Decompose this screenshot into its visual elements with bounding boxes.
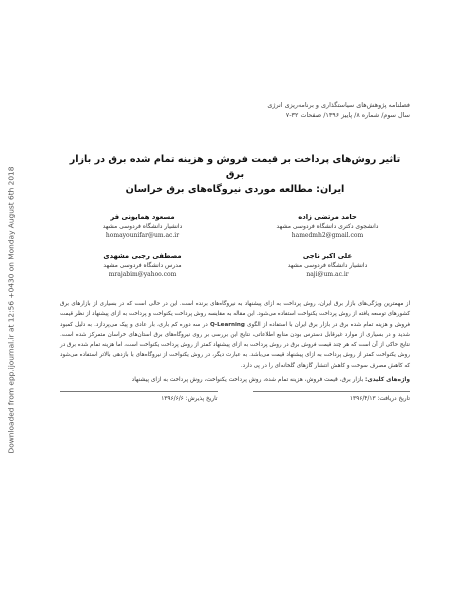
author-email: mrajabim@yahoo.com: [108, 271, 177, 278]
paper-title-line-2: ایران: مطالعه موردی نیروگاه‌های برق خراسان: [125, 184, 345, 195]
journal-header: [60, 100, 410, 120]
accepted-date: تاریخ پذیرش: ۱۳۹۶/۶/۶: [60, 391, 218, 402]
received-date: تاریخ دریافت: ۱۳۹۶/۴/۱۳: [253, 391, 411, 402]
journal-issue: سال سوم/ شماره ۸/ پاییز ۱۳۹۶/ صفحات ۳۲-۷: [285, 111, 410, 119]
author-list: [60, 213, 410, 279]
article-dates: [60, 391, 410, 402]
author-email: naji@um.ac.ir: [306, 271, 349, 278]
author-name: مسعود همایونی فر: [110, 213, 175, 221]
author-block: [60, 213, 225, 240]
abstract: [60, 299, 410, 371]
download-note: [4, 120, 18, 500]
journal-name: فصلنامه پژوهش‌های سیاستگذاری و برنامه‌ریزی انرژی: [267, 101, 410, 109]
abstract-text-part-1: از مهمترین ویژگی‌های بازار برق ایران، روش پرداخت به ازای پیشنهاد به نیروگاه‌های برنده است. این در حالی است که در بسیاری از بازارهای برق کشورهای توسعه یافته از روش پرداخت یکنواخت استفاده می‌شود. این مقاله به مقایسه روش پرداخت یکنواخت و پرداخت به ازای پیشنهاد از نظر قیمت فروش و هزینه تمام شده برق در بازار برق ایران با استفاده از الگوی: [60, 301, 411, 328]
author-name: مصطفی رجبی مشهدی: [103, 252, 182, 260]
author-affiliation: دانشجوی دکتری دانشگاه فردوسی مشهد: [276, 223, 379, 230]
author-block: [245, 213, 410, 240]
abstract-method-name: Q-Learning: [209, 321, 245, 328]
paper-first-page: [60, 100, 410, 540]
paper-title: [60, 152, 410, 197]
author-affiliation: دانشیار دانشگاه فردوسی مشهد: [287, 262, 368, 269]
keywords: [60, 376, 410, 385]
author-name: حامد مرتضی زاده: [298, 213, 357, 221]
paper-title-line-1: تاثیر روش‌های پرداخت بر قیمت فروش و هزینه تمام شده برق در بازار برق: [69, 154, 401, 180]
author-block: [245, 252, 410, 279]
abstract-text-part-2: در سه دوره کم باری، بار عادی و پیک می‌پردازد. به دلیل کمبود شدید و در بسیاری از موارد غیرقابل دسترس بودن منابع اطلاعاتی، نتایج این بررسی بر روی نیروگاه‌های برق استان‌های خراسان متمرکز شده است. نتایج حاکی از آن است که هر چند قیمت فروش برق در روش پرداخت به ازای پیشنهاد کمتر از روش پرداخت یکنواخت است، اما هزینه تمام شده برق در روش یکنواخت کمتر از روش پرداخت به ازای پیشنهاد قیمت می‌باشد. به عبارت دیگر، در روش یکنواخت از نیروگاه‌های با بازدهی بالاتر استفاده می‌شود که کاهش مصرف سوخت و کاهش انتشار گازهای گلخانه‌ای را در پی دارد.: [60, 321, 410, 369]
keywords-text: بازار برق، قیمت فروش، هزینه تمام شده، روش پرداخت یکنواخت، روش پرداخت به ازای پیشنهاد: [131, 377, 364, 384]
author-email: hamedmh2@gmail.com: [291, 232, 364, 239]
author-name: علی اکبر ناجی: [302, 252, 353, 260]
author-block: [60, 252, 225, 279]
download-note-text: Downloaded from epp.ijournal.ir at 12:56 +0430 on Monday August 6th 2018: [6, 166, 16, 454]
author-affiliation: مدرس دانشگاه فردوسی مشهد: [103, 262, 182, 269]
keywords-label: واژه‌های کلیدی:: [365, 377, 410, 384]
author-email: homayounifar@um.ac.ir: [105, 232, 180, 239]
author-affiliation: دانشیار دانشگاه فردوسی مشهد: [102, 223, 183, 230]
